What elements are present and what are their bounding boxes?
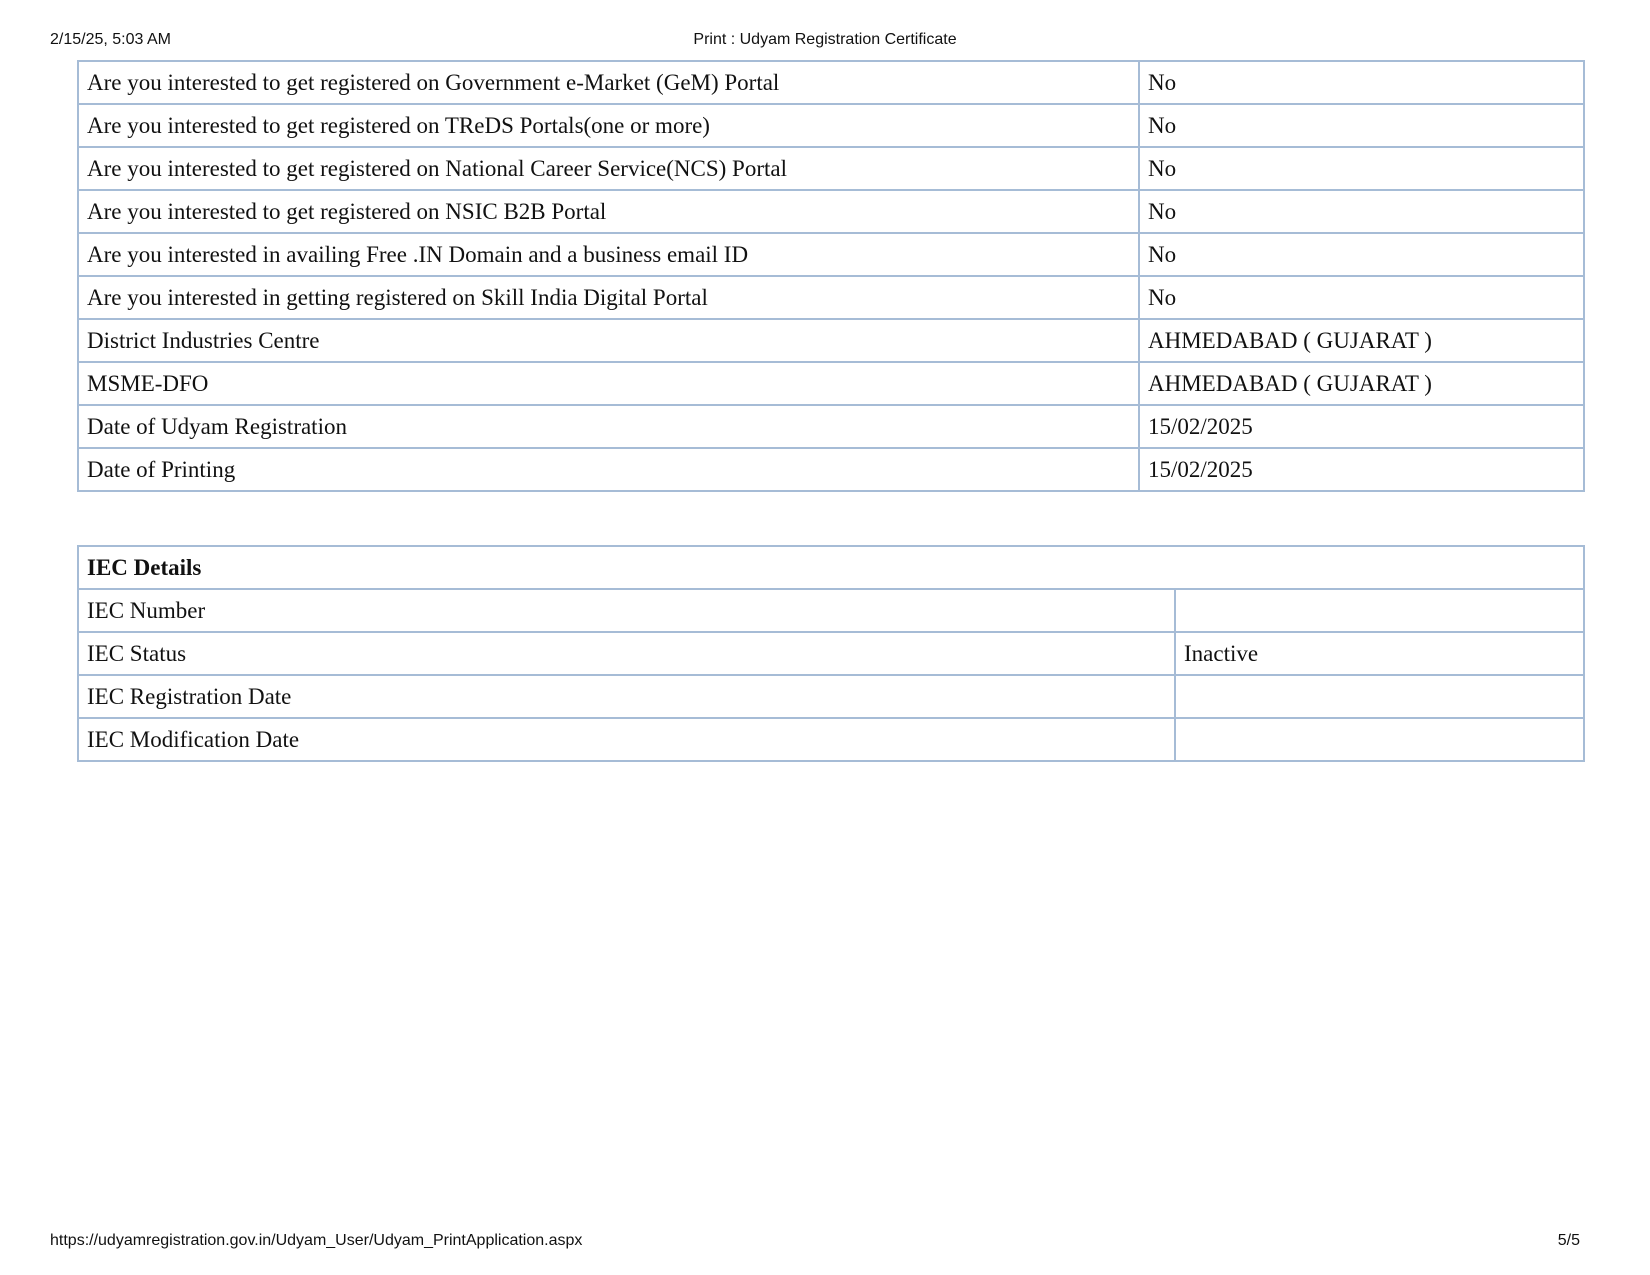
row-label: Are you interested to get registered on Government e-Market (GeM) Portal	[78, 61, 1139, 104]
row-value: No	[1139, 147, 1584, 190]
table-row	[78, 276, 1584, 319]
iec-section-title: IEC Details	[78, 546, 1584, 589]
row-value: AHMEDABAD ( GUJARAT )	[1139, 319, 1584, 362]
row-label: Are you interested to get registered on TReDS Portals(one or more)	[78, 104, 1139, 147]
row-value	[1175, 589, 1584, 632]
row-value	[1175, 718, 1584, 761]
row-label: Are you interested to get registered on NSIC B2B Portal	[78, 190, 1139, 233]
registration-details-table	[77, 60, 1585, 492]
table-row	[78, 362, 1584, 405]
row-label: Are you interested in availing Free .IN Domain and a business email ID	[78, 233, 1139, 276]
row-label: IEC Modification Date	[78, 718, 1175, 761]
table-row	[78, 718, 1584, 761]
page-url: https://udyamregistration.gov.in/Udyam_User/Udyam_PrintApplication.aspx	[50, 1232, 583, 1249]
table-row	[78, 233, 1584, 276]
row-label: MSME-DFO	[78, 362, 1139, 405]
row-label: Date of Udyam Registration	[78, 405, 1139, 448]
row-value: Inactive	[1175, 632, 1584, 675]
row-value: No	[1139, 104, 1584, 147]
table-row	[78, 675, 1584, 718]
row-label: IEC Status	[78, 632, 1175, 675]
table-row	[78, 61, 1584, 104]
table-row	[78, 147, 1584, 190]
row-value: AHMEDABAD ( GUJARAT )	[1139, 362, 1584, 405]
table-row	[78, 319, 1584, 362]
row-label: District Industries Centre	[78, 319, 1139, 362]
row-label: Are you interested to get registered on National Career Service(NCS) Portal	[78, 147, 1139, 190]
page-number: 5/5	[1557, 1232, 1580, 1249]
row-label: Are you interested in getting registered on Skill India Digital Portal	[78, 276, 1139, 319]
row-value: 15/02/2025	[1139, 405, 1584, 448]
row-value	[1175, 675, 1584, 718]
table-row	[78, 632, 1584, 675]
print-datetime: 2/15/25, 5:03 AM	[50, 31, 171, 48]
row-value: No	[1139, 190, 1584, 233]
iec-details-table	[77, 545, 1585, 762]
print-header	[50, 31, 1600, 53]
table-row	[78, 190, 1584, 233]
row-value: No	[1139, 233, 1584, 276]
row-value: No	[1139, 61, 1584, 104]
row-value: 15/02/2025	[1139, 448, 1584, 491]
print-footer	[50, 1232, 1600, 1254]
row-label: Date of Printing	[78, 448, 1139, 491]
table-row	[78, 405, 1584, 448]
row-value: No	[1139, 276, 1584, 319]
print-title: Print : Udyam Registration Certificate	[693, 31, 957, 48]
row-label: IEC Registration Date	[78, 675, 1175, 718]
iec-section-header	[78, 546, 1584, 589]
table-row	[78, 589, 1584, 632]
table-row	[78, 448, 1584, 491]
table-row	[78, 104, 1584, 147]
row-label: IEC Number	[78, 589, 1175, 632]
